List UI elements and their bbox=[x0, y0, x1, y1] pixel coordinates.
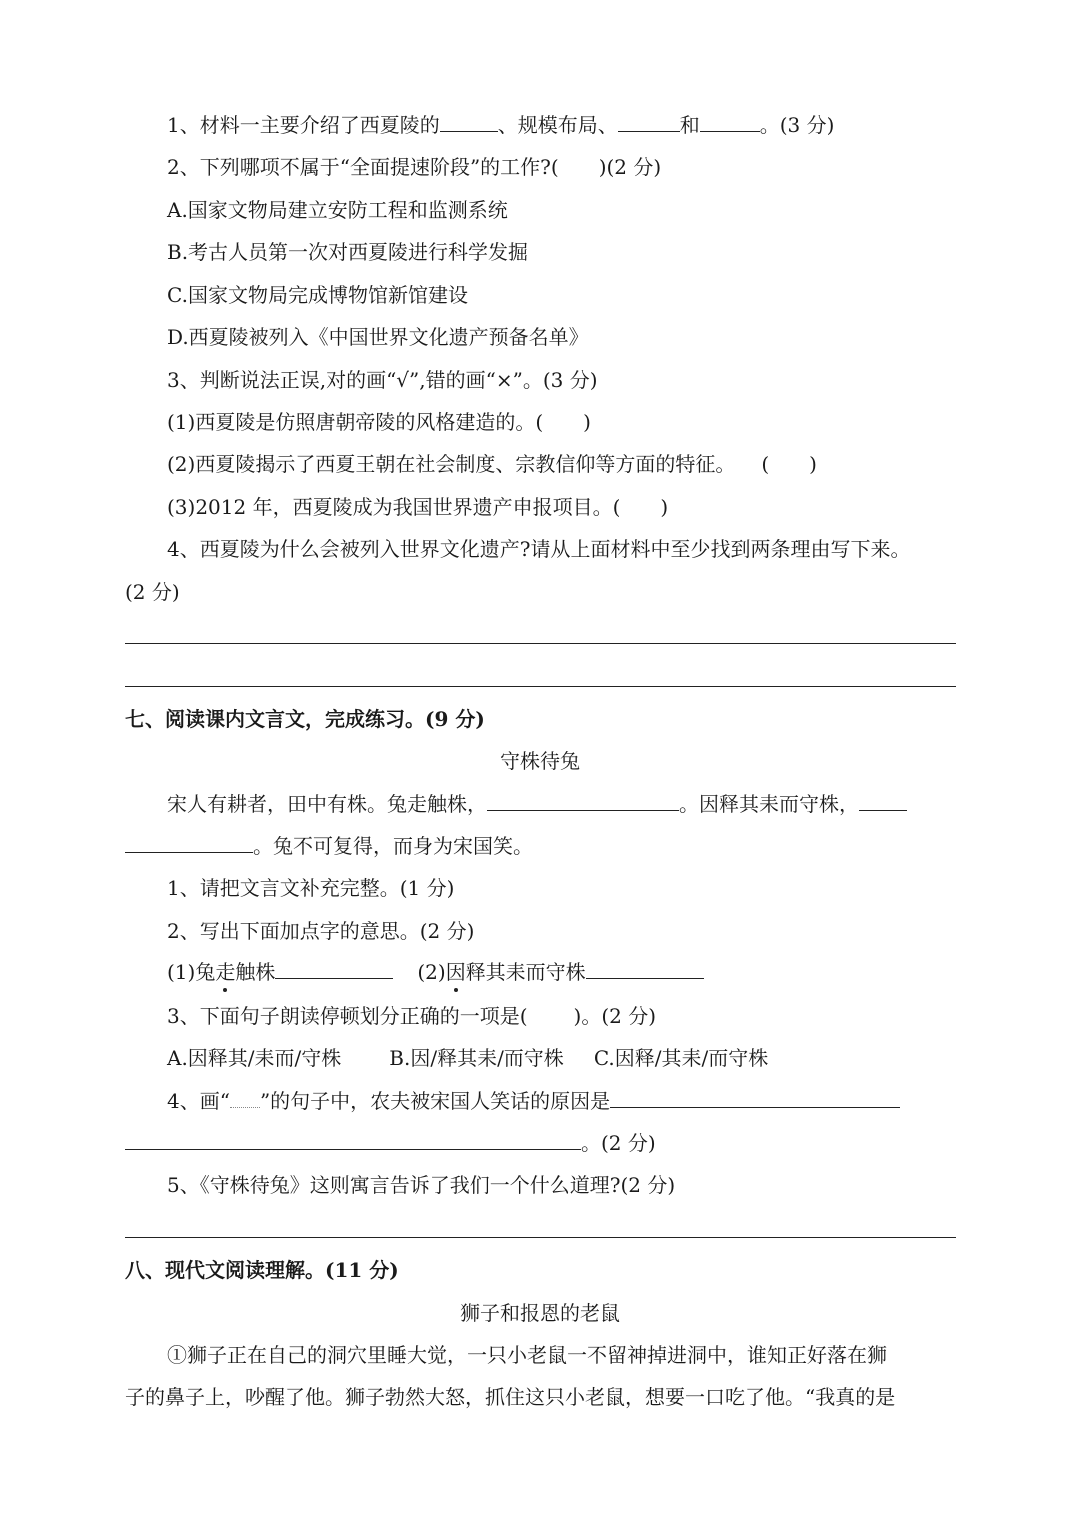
s6-q3-item-2-answer[interactable]: ( ) bbox=[761, 452, 817, 476]
s6-q4-line-1: 4、西夏陵为什么会被列入世界文化遗产?请从上面材料中至少找到两条理由写下来。 bbox=[167, 537, 911, 561]
s7-text-a: 宋人有耕者，田中有株。兔走触株， bbox=[167, 792, 487, 816]
s7-q2-item-b-dotted-char: 因 bbox=[445, 960, 466, 984]
s7-q5: 5、《守株待兔》这则寓言告诉了我们一个什么道理?(2 分) bbox=[167, 1173, 676, 1197]
s7-q4-text-b: ”的句子中，农夫被宋国人笑话的原因是 bbox=[259, 1089, 611, 1113]
s6-q2-option-c: C.国家文物局完成博物馆新馆建设 bbox=[167, 283, 468, 307]
s7-q4-text-c: 。(2 分) bbox=[581, 1131, 656, 1155]
s7-q5-answer-line[interactable] bbox=[125, 1237, 956, 1238]
s7-q4-blank-2[interactable] bbox=[125, 1129, 581, 1150]
s7-text-blank-1[interactable] bbox=[487, 790, 679, 811]
s6-q1-text-b: 、规模布局、 bbox=[497, 113, 618, 137]
s6-q2-option-b: B.考古人员第一次对西夏陵进行科学发掘 bbox=[167, 240, 529, 264]
s7-q2-item-a-pre: (1)兔 bbox=[167, 960, 216, 984]
s7-q4-blank-1[interactable] bbox=[610, 1087, 900, 1108]
s7-text-line-2 bbox=[125, 832, 533, 860]
s7-q2-item-a-post: 触株 bbox=[235, 960, 276, 984]
s8-title: 狮子和报恩的老鼠 bbox=[460, 1301, 620, 1325]
s6-q1-blank-3[interactable] bbox=[700, 111, 760, 132]
s7-text-b: 。因释其耒而守株， bbox=[679, 792, 859, 816]
s7-q2-item-b-pre: (2) bbox=[417, 960, 446, 984]
s6-q2-option-d: D.西夏陵被列入《中国世界文化遗产预备名单》 bbox=[167, 325, 589, 349]
s6-q3-item-2-text: (2)西夏陵揭示了西夏王朝在社会制度、宗教信仰等方面的特征。 bbox=[167, 452, 736, 476]
s7-q3-text-b: )。(2 分) bbox=[573, 1004, 657, 1028]
s7-q3-option-a: A.因释其/耒而/守株 bbox=[167, 1046, 342, 1070]
s6-q2 bbox=[167, 153, 661, 181]
s6-q1-text-a: 1、材料一主要介绍了西夏陵的 bbox=[167, 113, 440, 137]
s7-q1: 1、请把文言文补充完整。(1 分) bbox=[167, 876, 455, 900]
s6-q3-item-3-close: ) bbox=[660, 495, 669, 519]
s8-paragraph-line-1: ①狮子正在自己的洞穴里睡大觉，一只小老鼠一不留神掉进洞中，谁知正好落在狮 bbox=[167, 1343, 887, 1367]
s6-q4-answer-line-1[interactable] bbox=[125, 643, 956, 644]
s6-q1-blank-2[interactable] bbox=[618, 111, 680, 132]
s6-q2-text-b: )(2 分) bbox=[598, 155, 662, 179]
s7-q4-line-1 bbox=[167, 1087, 900, 1115]
s6-q4-line-2: (2 分) bbox=[125, 580, 180, 604]
s6-q3-item-1-text: (1)西夏陵是仿照唐朝帝陵的风格建造的。( bbox=[167, 410, 544, 434]
s7-q2-item-b-post: 释其耒而守株 bbox=[465, 960, 586, 984]
s7-text-blank-2b[interactable] bbox=[125, 832, 253, 853]
s7-text-blank-2a[interactable] bbox=[859, 790, 907, 811]
s7-q2: 2、写出下面加点字的意思。(2 分) bbox=[167, 919, 475, 943]
s6-q1 bbox=[167, 111, 834, 139]
s7-text-line-1 bbox=[167, 790, 907, 818]
s6-q2-option-a: A.国家文物局建立安防工程和监测系统 bbox=[167, 198, 508, 222]
s6-q3-item-3-text: (3)2012 年，西夏陵成为我国世界遗产申报项目。( bbox=[167, 495, 621, 519]
s7-q4-text-a: 4、画“ bbox=[167, 1089, 230, 1113]
s7-title: 守株待兔 bbox=[500, 749, 580, 773]
s6-q1-blank-1[interactable] bbox=[440, 111, 498, 132]
s7-q3-option-c: C.因释/其耒/而守株 bbox=[593, 1046, 769, 1070]
s6-q3-item-2 bbox=[167, 450, 817, 478]
s7-q3-options bbox=[167, 1044, 768, 1072]
s7-q2-item-a-blank[interactable] bbox=[275, 958, 393, 979]
s6-q2-text-a: 2、下列哪项不属于“全面提速阶段”的工作?( bbox=[167, 155, 559, 179]
s6-q3-item-3 bbox=[167, 493, 668, 521]
s7-q2-item-a-dotted-char: 走 bbox=[215, 960, 236, 984]
s8-paragraph-line-2: 子的鼻子上，吵醒了他。狮子勃然大怒，抓住这只小老鼠，想要一口吃了他。“我真的是 bbox=[125, 1385, 896, 1409]
s6-q3: 3、判断说法正误,对的画“√”,错的画“×”。(3 分) bbox=[167, 368, 598, 392]
s7-heading: 七、阅读课内文言文，完成练习。(9 分) bbox=[125, 707, 485, 731]
s6-q3-item-1 bbox=[167, 408, 591, 436]
s7-q2-items bbox=[167, 958, 704, 986]
s7-q3-option-b: B.因/释其耒/而守株 bbox=[389, 1046, 564, 1070]
s7-q4-dotted-mark bbox=[230, 1091, 260, 1108]
s7-q3 bbox=[167, 1002, 656, 1030]
s6-q3-item-1-close: ) bbox=[583, 410, 591, 434]
s7-q4-line-2 bbox=[125, 1129, 656, 1157]
s6-q1-text-d: 。(3 分) bbox=[759, 113, 835, 137]
s7-text-c: 。兔不可复得，而身为宋国笑。 bbox=[253, 834, 533, 858]
s8-heading: 八、现代文阅读理解。(11 分) bbox=[125, 1258, 399, 1282]
s6-q1-text-c: 和 bbox=[679, 113, 700, 137]
s7-q2-item-b-blank[interactable] bbox=[586, 958, 704, 979]
s6-q4-answer-line-2[interactable] bbox=[125, 686, 956, 687]
s7-q3-text-a: 3、下面句子朗读停顿划分正确的一项是( bbox=[167, 1004, 528, 1028]
